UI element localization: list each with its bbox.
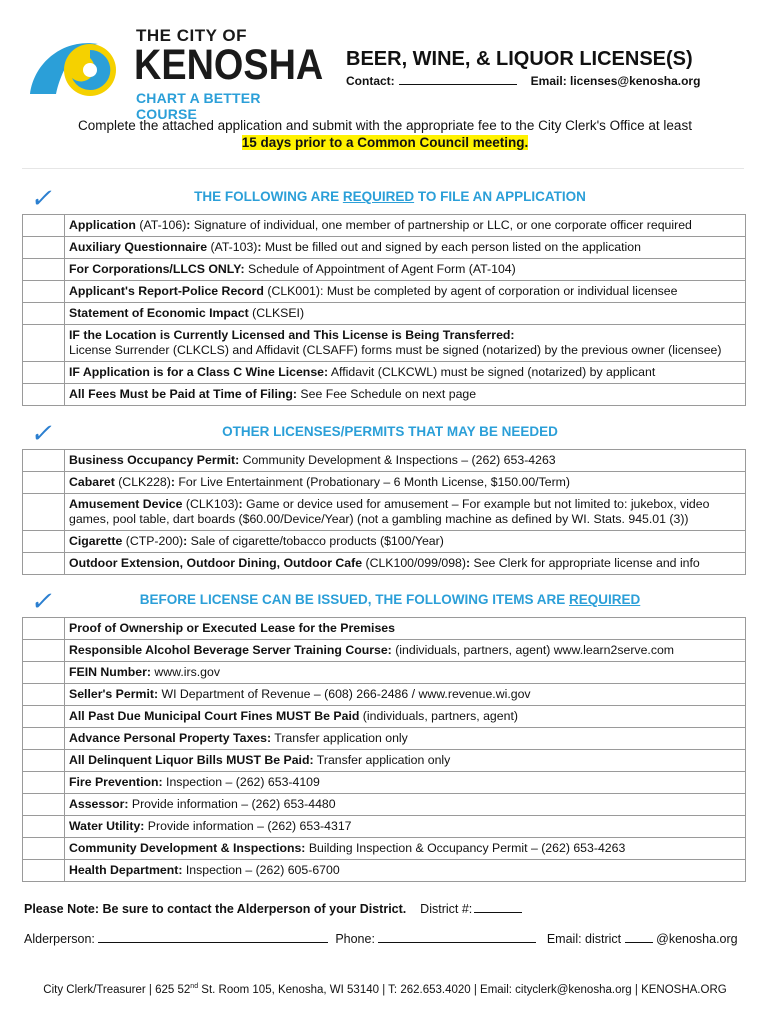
item-bold-label: Advance Personal Property Taxes: — [69, 731, 272, 745]
item-detail: Inspection – (262) 605-6700 — [182, 863, 340, 877]
item-bold-label: Seller's Permit: — [69, 687, 159, 701]
item-detail: (CLK100/099/098) — [362, 556, 466, 570]
table-row — [23, 494, 746, 531]
checkbox-cell[interactable] — [23, 772, 65, 794]
table-row — [23, 450, 746, 472]
item-bold-label: Fire Prevention: — [69, 775, 163, 789]
item-bold-label: Business Occupancy Permit: — [69, 453, 240, 467]
section-title-text: THE FOLLOWING ARE — [194, 189, 343, 204]
table-row — [23, 303, 746, 325]
item-text-cell — [65, 838, 746, 860]
item-text-cell — [65, 472, 746, 494]
item-text-cell — [65, 794, 746, 816]
before-issue-table — [22, 617, 746, 882]
item-bold-colon: : — [238, 497, 243, 511]
table-row — [23, 860, 746, 882]
item-detail: (AT-103) — [207, 240, 258, 254]
item-description: Signature of individual, one member of partnership or LLC, or one corporate officer required — [190, 218, 692, 232]
checkbox-cell[interactable] — [23, 684, 65, 706]
checkbox-cell[interactable] — [23, 728, 65, 750]
item-detail: (CLK228) — [114, 475, 171, 489]
table-row — [23, 531, 746, 553]
table-row — [23, 794, 746, 816]
checkbox-cell[interactable] — [23, 384, 65, 406]
table-row — [23, 750, 746, 772]
checkbox-cell[interactable] — [23, 303, 65, 325]
item-text-cell — [65, 362, 746, 384]
item-detail: (individuals, partners, agent) www.learn2serve.com — [391, 643, 675, 657]
item-bold-label: Application — [69, 218, 136, 232]
item-text-cell — [65, 325, 746, 362]
item-text-cell — [65, 640, 746, 662]
item-bold-colon: : — [170, 475, 175, 489]
email-label: Email: licenses@kenosha.org — [530, 74, 701, 88]
checkbox-cell[interactable] — [23, 494, 65, 531]
item-bold-label: Outdoor Extension, Outdoor Dining, Outdoor Cafe — [69, 556, 363, 570]
checkbox-cell[interactable] — [23, 662, 65, 684]
checkbox-cell[interactable] — [23, 531, 65, 553]
checkbox-cell[interactable] — [23, 215, 65, 237]
district-label: District #: — [420, 902, 473, 916]
checkbox-cell[interactable] — [23, 794, 65, 816]
contact-label: Contact: — [346, 74, 395, 88]
table-row — [23, 728, 746, 750]
section-title-other-licenses — [60, 424, 720, 439]
checkbox-cell[interactable] — [23, 472, 65, 494]
logo-main-text: KENOSHA — [134, 41, 324, 89]
footer-sup: nd — [190, 983, 199, 990]
item-detail: Provide information – (262) 653-4480 — [128, 797, 336, 811]
section-title-underlined: REQUIRED — [342, 189, 415, 204]
item-detail: (individuals, partners, agent) — [359, 709, 518, 723]
table-row — [23, 640, 746, 662]
intro-text — [0, 117, 770, 151]
contact-line — [346, 74, 700, 88]
item-bold-label: Cigarette — [69, 534, 123, 548]
item-detail: (CTP-200) — [122, 534, 184, 548]
item-detail: Schedule of Appointment of Agent Form (AT-104) — [244, 262, 516, 276]
item-bold-label: Auxiliary Questionnaire — [69, 240, 208, 254]
item-bold-label: IF Application is for a Class C Wine License: — [69, 365, 329, 379]
logo-top-text: THE CITY OF — [136, 26, 247, 45]
alderperson-line — [24, 932, 738, 946]
table-row — [23, 553, 746, 575]
item-description: Game or device used for amusement – For example but not limited to: jukebox, video games, pool table, dart boards ($60.00/Device/Year) (not a gambling machine as defined by WI. Stats. 945.01 (3)) — [69, 497, 710, 526]
item-detail: Transfer application only — [271, 731, 408, 745]
item-text-cell — [65, 384, 746, 406]
intro-line-1: Complete the attached application and submit with the appropriate fee to the City Clerk's Office at least — [78, 118, 692, 133]
checkbox-cell[interactable] — [23, 237, 65, 259]
checkbox-cell[interactable] — [23, 860, 65, 882]
document-title: BEER, WINE, & LIQUOR LICENSE(S) — [346, 48, 693, 70]
item-text-cell — [65, 860, 746, 882]
item-detail: (CLK001): Must be completed by agent of corporation or individual licensee — [263, 284, 678, 298]
header-divider — [22, 168, 744, 169]
item-description: Must be filled out and signed by each person listed on the application — [261, 240, 641, 254]
item-bold-label: Assessor: — [69, 797, 129, 811]
district-email-blank-field[interactable] — [625, 932, 653, 943]
item-text-cell — [65, 494, 746, 531]
kenosha-wave-icon — [24, 32, 124, 104]
section-title-underlined: REQUIRED — [569, 592, 641, 607]
item-text-cell — [65, 215, 746, 237]
checkbox-cell[interactable] — [23, 816, 65, 838]
item-detail: See Fee Schedule on next page — [296, 387, 477, 401]
section-title-before-issued — [60, 592, 720, 607]
item-text-cell — [65, 662, 746, 684]
table-row — [23, 706, 746, 728]
item-text-cell — [65, 684, 746, 706]
table-row — [23, 472, 746, 494]
item-detail: Affidavit (CLKCWL) must be signed (notarized) by applicant — [328, 365, 656, 379]
checkbox-cell[interactable] — [23, 362, 65, 384]
item-description: For Live Entertainment (Probationary – 6 Month License, $150.00/Term) — [174, 475, 571, 489]
item-detail: (AT-106) — [135, 218, 187, 232]
checkmark-icon: ✓ — [30, 184, 52, 214]
checkmark-icon: ✓ — [30, 419, 52, 449]
table-row — [23, 325, 746, 362]
item-text-cell — [65, 303, 746, 325]
item-detail: WI Department of Revenue – (608) 266-2486 / www.revenue.wi.gov — [158, 687, 531, 701]
checkmark-icon: ✓ — [30, 587, 52, 617]
item-detail: Inspection – (262) 653-4109 — [162, 775, 320, 789]
section-title-required-to-file — [60, 189, 720, 204]
item-bold-label: All Past Due Municipal Court Fines MUST Be Paid — [69, 709, 360, 723]
item-bold-label: Health Department: — [69, 863, 183, 877]
section-title-text-end: TO FILE AN APPLICATION — [414, 189, 586, 204]
item-bold-label: Applicant's Report-Police Record — [69, 284, 264, 298]
item-text-cell — [65, 816, 746, 838]
item-detail: Community Development & Inspections – (262) 653-4263 — [239, 453, 556, 467]
checkbox-cell[interactable] — [23, 553, 65, 575]
checkbox-cell[interactable] — [23, 325, 65, 362]
item-bold-label: Community Development & Inspections: — [69, 841, 306, 855]
table-row — [23, 618, 746, 640]
table-row — [23, 662, 746, 684]
item-text-cell — [65, 531, 746, 553]
item-detail: (CLKSEI) — [248, 306, 305, 320]
contact-blank-field[interactable] — [399, 74, 517, 85]
other-licenses-table — [22, 449, 746, 575]
district-email-domain: @kenosha.org — [656, 932, 738, 946]
alderperson-blank-field[interactable] — [98, 932, 328, 943]
table-row — [23, 684, 746, 706]
table-row — [23, 816, 746, 838]
deadline-highlight: 15 days prior to a Common Council meeting — [241, 135, 525, 150]
table-row — [23, 259, 746, 281]
item-bold-colon: : — [465, 556, 471, 570]
checkbox-cell[interactable] — [23, 281, 65, 303]
section-title-text: BEFORE LICENSE CAN BE ISSUED, THE FOLLOWING ITEMS ARE — [139, 592, 569, 607]
item-text-cell — [65, 618, 746, 640]
footer-text-end: St. Room 105, Kenosha, WI 53140 | T: 262.653.4020 | Email: cityclerk@kenosha.org | KENOSHA.ORG — [198, 983, 727, 996]
table-row — [23, 237, 746, 259]
item-bold-label: Cabaret — [69, 475, 115, 489]
table-row — [23, 215, 746, 237]
item-bold-label: For Corporations/LLCS ONLY: — [69, 262, 245, 276]
item-text-cell — [65, 237, 746, 259]
item-text-cell — [65, 281, 746, 303]
item-bold-label: FEIN Number: — [69, 665, 151, 679]
deadline-highlight-end: . — [524, 135, 529, 150]
item-description: Sale of cigarette/tobacco products ($100/Year) — [187, 534, 444, 548]
checkbox-cell[interactable] — [23, 259, 65, 281]
district-email-label: Email: district — [546, 932, 622, 946]
alderperson-label: Alderperson: — [24, 932, 95, 946]
item-text-cell — [65, 728, 746, 750]
phone-label: Phone: — [335, 932, 375, 946]
item-bold-label: Water Utility: — [69, 819, 145, 833]
item-text-cell — [65, 772, 746, 794]
intro-line-2 — [0, 134, 770, 151]
item-bold-label: IF the Location is Currently Licensed and This License is Being Transferred: — [69, 328, 515, 342]
item-description: See Clerk for appropriate license and info — [470, 556, 700, 570]
logo-tagline: CHART A BETTER COURSE — [136, 90, 261, 122]
checkbox-cell[interactable] — [23, 750, 65, 772]
table-row — [23, 772, 746, 794]
footer-text: City Clerk/Treasurer | 625 52 — [43, 983, 191, 996]
item-bold-label: Responsible Alcohol Beverage Server Training Course: — [69, 643, 392, 657]
item-text-cell — [65, 259, 746, 281]
checkbox-cell[interactable] — [23, 450, 65, 472]
item-detail: Provide information – (262) 653-4317 — [144, 819, 352, 833]
requirements-table — [22, 214, 746, 406]
phone-blank-field[interactable] — [378, 932, 536, 943]
section-title-text: OTHER LICENSES/PERMITS THAT MAY BE NEEDED — [222, 424, 558, 439]
item-text-cell — [65, 553, 746, 575]
item-bold-label: All Delinquent Liquor Bills MUST Be Paid: — [69, 753, 314, 767]
district-blank-field[interactable] — [474, 902, 522, 913]
note-bold-text: Please Note: Be sure to contact the Alderperson of your District. — [24, 902, 407, 916]
city-logo — [24, 24, 324, 122]
item-text-cell — [65, 750, 746, 772]
item-detail: www.irs.gov — [150, 665, 220, 679]
checkbox-cell[interactable] — [23, 640, 65, 662]
item-detail: (CLK103) — [182, 497, 239, 511]
item-text-cell — [65, 706, 746, 728]
item-bold-label: All Fees Must be Paid at Time of Filing: — [69, 387, 297, 401]
item-detail: Transfer application only — [313, 753, 451, 767]
item-bold-colon: : — [257, 240, 262, 254]
item-detail: Building Inspection & Occupancy Permit – (262) 653-4263 — [305, 841, 626, 855]
checkbox-cell[interactable] — [23, 706, 65, 728]
footer-contact — [0, 983, 770, 996]
item-text-cell — [65, 450, 746, 472]
table-row — [23, 384, 746, 406]
table-row — [23, 281, 746, 303]
alderperson-note — [24, 902, 522, 916]
table-row — [23, 362, 746, 384]
item-bold-label: Amusement Device — [69, 497, 183, 511]
item-bold-label: Proof of Ownership or Executed Lease for the Premises — [69, 621, 395, 635]
checkbox-cell[interactable] — [23, 618, 65, 640]
checkbox-cell[interactable] — [23, 838, 65, 860]
item-bold-colon: : — [186, 218, 191, 232]
item-bold-colon: : — [183, 534, 188, 548]
item-bold-label: Statement of Economic Impact — [69, 306, 249, 320]
item-second-line: License Surrender (CLKCLS) and Affidavit (CLSAFF) forms must be signed (notarized) by the previous owner (licensee) — [69, 343, 722, 357]
table-row — [23, 838, 746, 860]
